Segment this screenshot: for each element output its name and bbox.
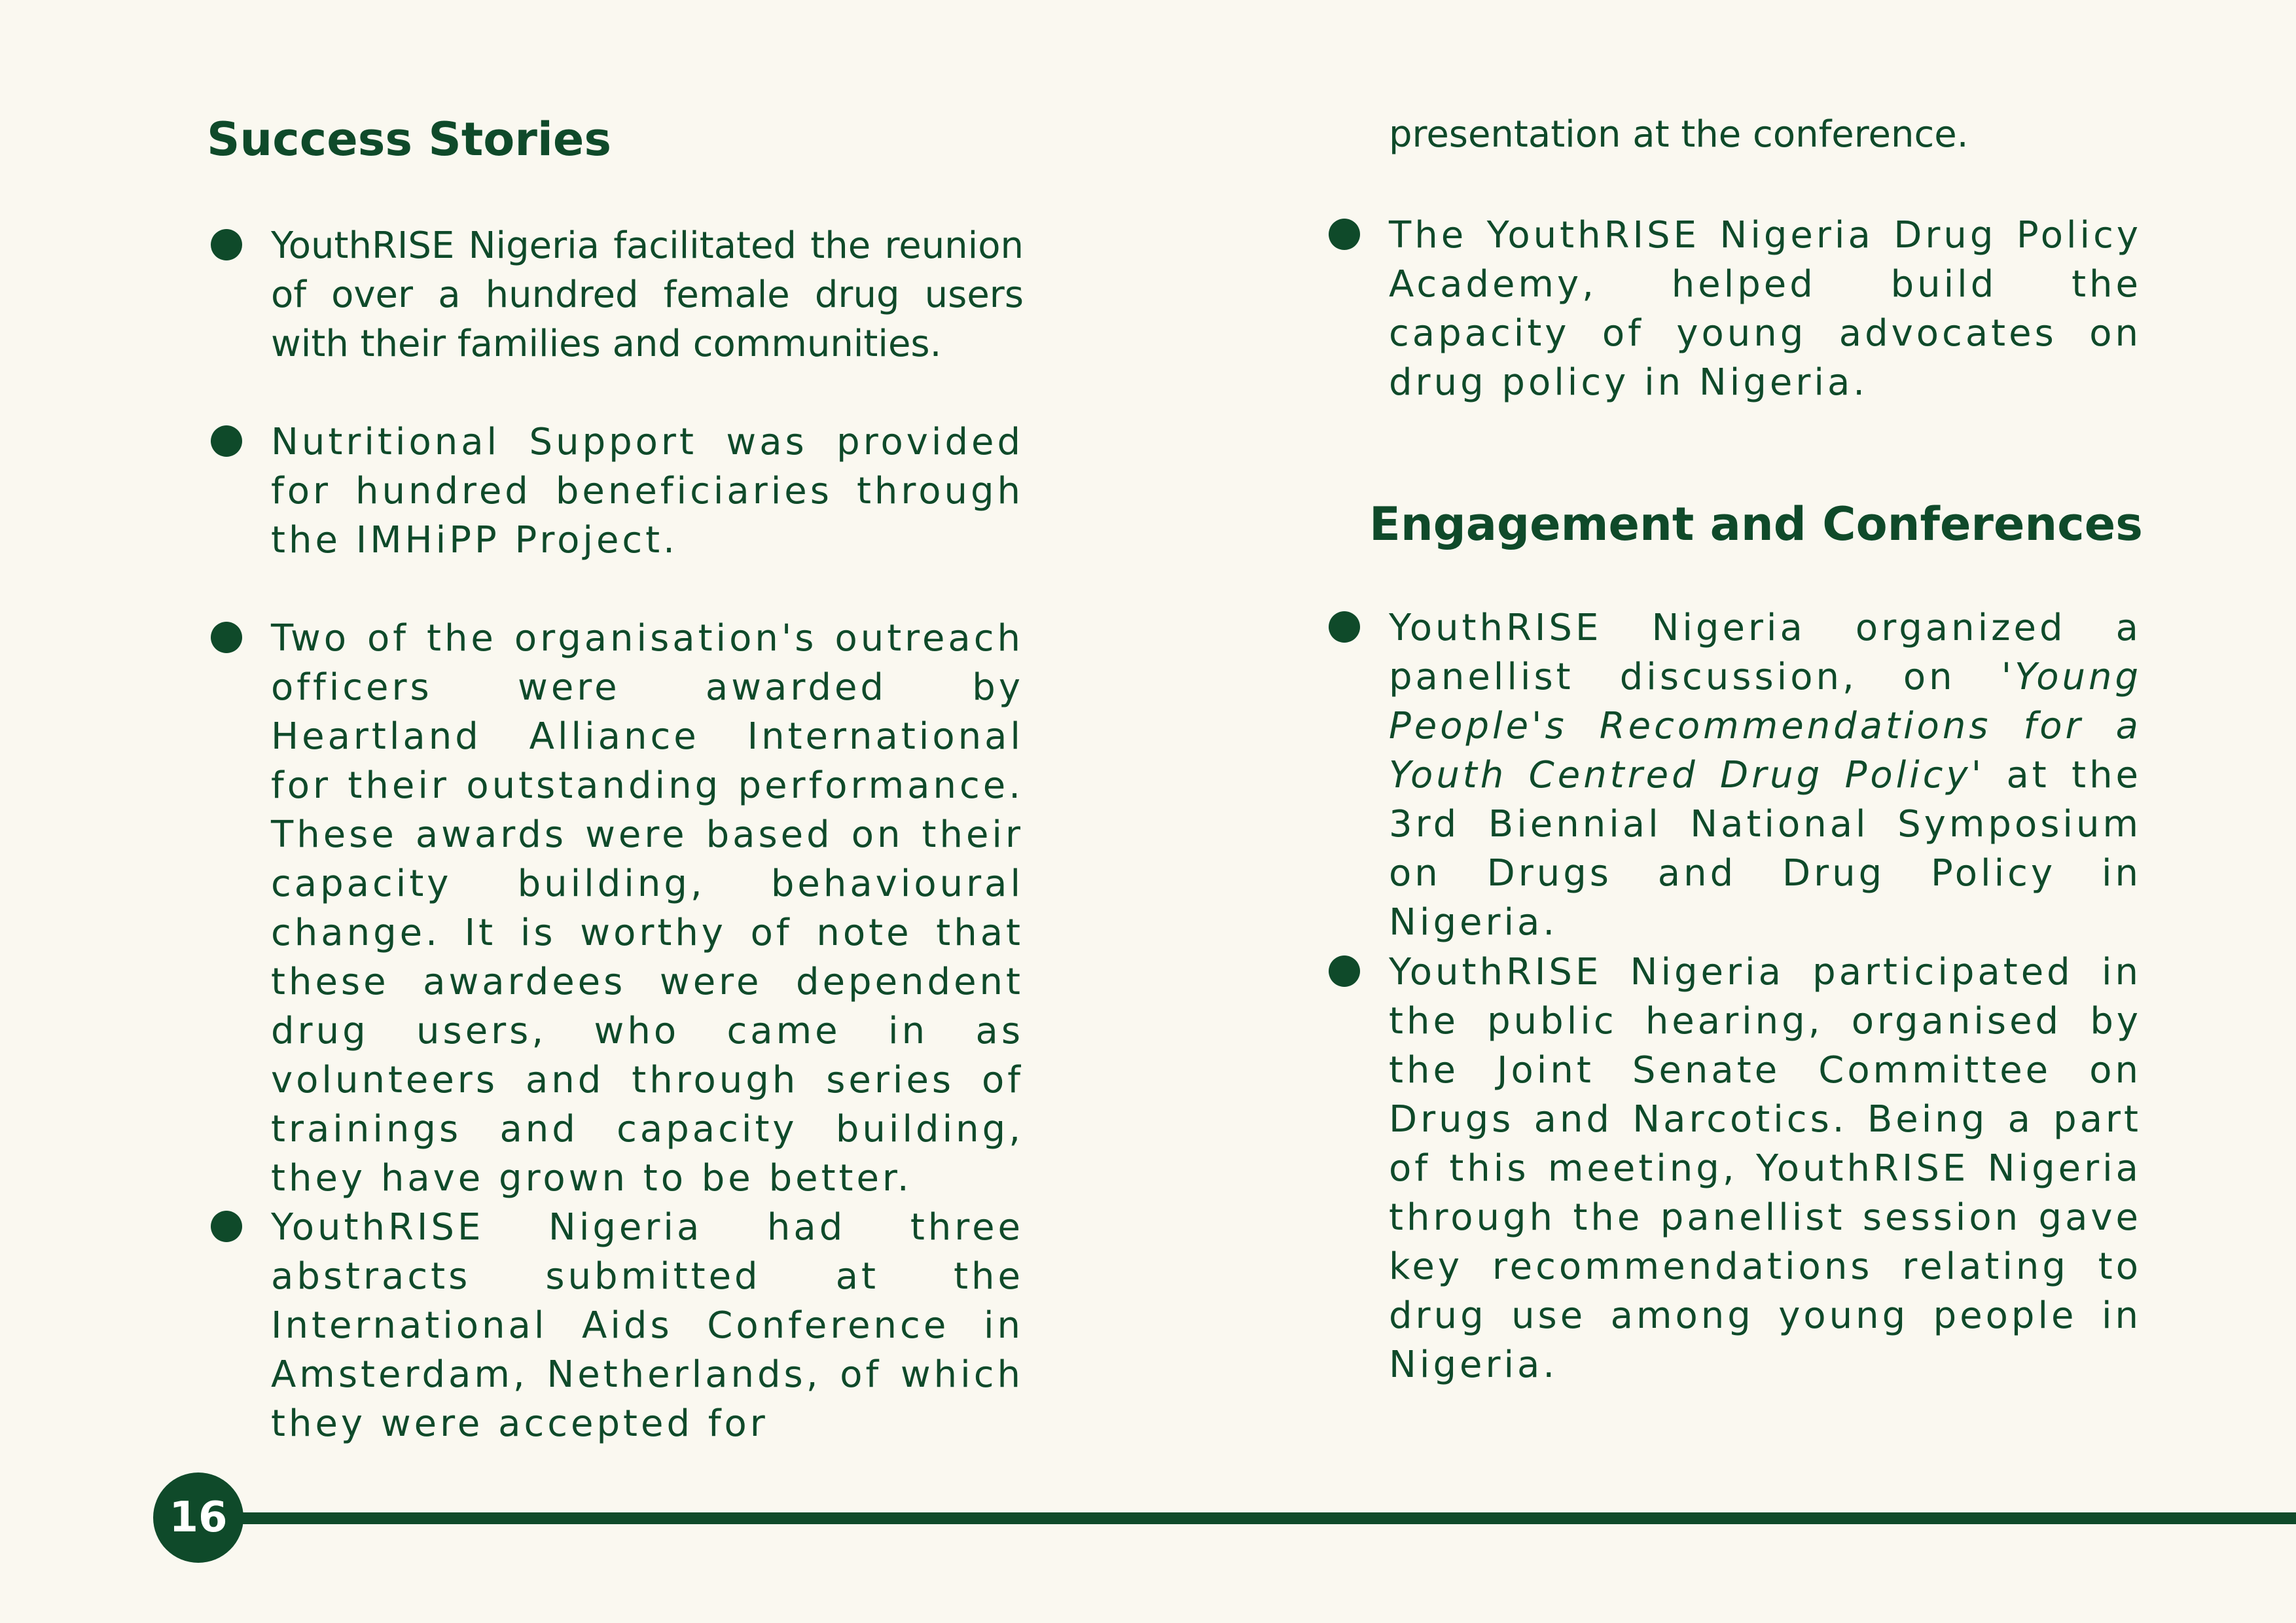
page-number-badge: 16 [153, 1472, 243, 1563]
bullet-dot-icon [211, 425, 242, 457]
bullet-dot-icon [211, 1211, 242, 1242]
footer-rule [236, 1512, 2296, 1524]
list-item-text: YouthRISE Nigeria had three abstracts submitted at the International Aids Conference in Amsterdam, Netherlands, of which they were accepted for [271, 1206, 1024, 1445]
panel-text-before: YouthRISE Nigeria organized a panellist discussion, on ' [1389, 607, 2142, 698]
bullet-dot-icon [1329, 219, 1360, 250]
section-heading-engagement: Engagement and Conferences [1369, 497, 2143, 551]
list-item-text: YouthRISE Nigeria facilitated the reunion of over a hundred female drug users with their families and communities. [271, 224, 1024, 365]
bullet-dot-icon [211, 229, 242, 260]
panel-text-after: ' at the 3rd Biennial National Symposium on Drugs and Drug Policy in Nigeria. [1389, 754, 2142, 944]
list-item-text: The YouthRISE Nigeria Drug Policy Academy, helped build the capacity of young advocates on drug policy in Nigeria. [1389, 214, 2142, 404]
bullet-dot-icon [211, 622, 242, 653]
continued-text: presentation at the conference. [1389, 113, 1969, 156]
list-item-text: YouthRISE Nigeria participated in the public hearing, organised by the Joint Senate Committee on Drugs and Narcotics. Being a part of this meeting, YouthRISE Nigeria through the panellist session gave key recommendations relating to drug use among young people in Nigeria. [1389, 951, 2142, 1386]
panel-title: Young People's Recommendations for a Youth Centred Drug Policy [1389, 656, 2142, 796]
bullet-dot-icon [1329, 611, 1360, 643]
section-heading-success-stories: Success Stories [207, 113, 612, 166]
list-item-text [1389, 603, 2142, 947]
bullet-dot-icon [1329, 955, 1360, 987]
list-item-text: Nutritional Support was provided for hundred beneficiaries through the IMHiPP Project. [271, 421, 1024, 562]
list-item-text: Two of the organisation's outreach officers were awarded by Heartland Alliance International for their outstanding performance. These awards were based on their capacity building, behavioural change. It is worthy of note that these awardees were dependent drug users, who came in as volunteers and through series of trainings and capacity building, they have grown to be better. [271, 617, 1024, 1200]
